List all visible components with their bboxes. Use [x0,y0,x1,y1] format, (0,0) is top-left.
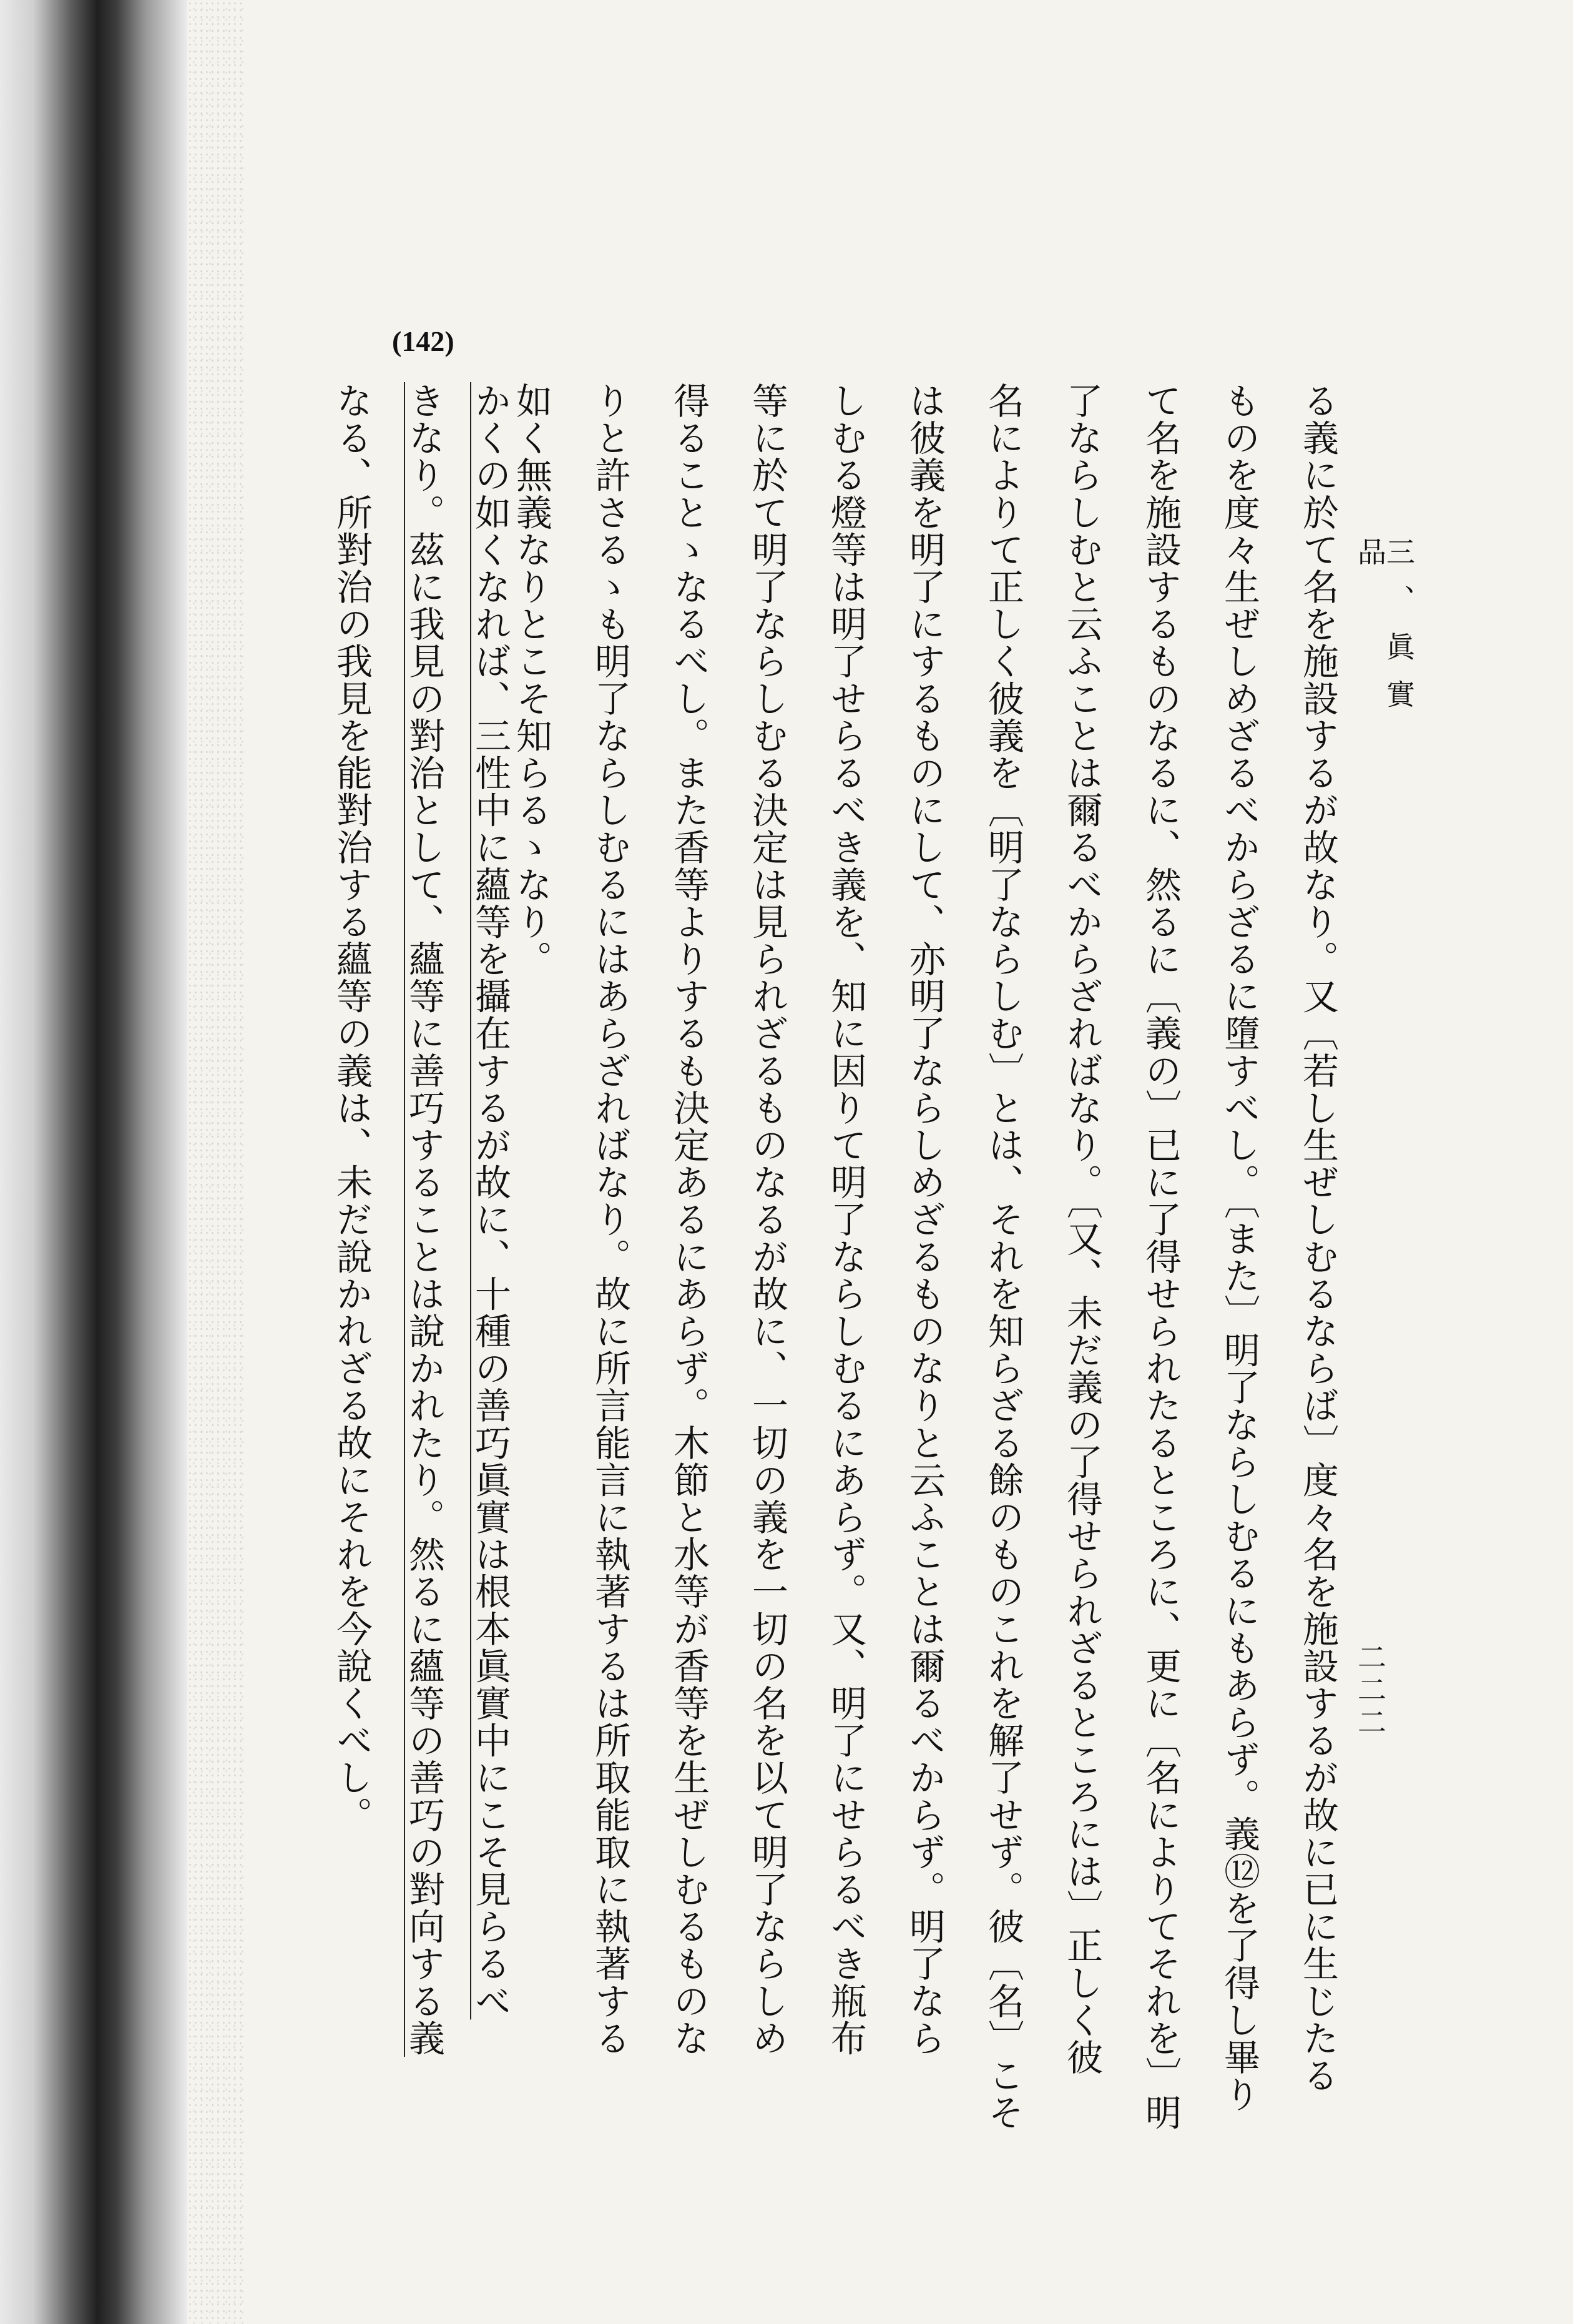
body-column: なる、所對治の我見を能對治する蘊等の義は、未だ說かれざる故にそれを今說くべし。 [330,382,373,1834]
body-column: 了ならしむと云ふことは爾るべからざればなり。〔又、未だ義の了得せられざるところには〕正しく彼 [1061,382,1103,2076]
body-column: る義に於て名を施設するが故なり。又〔若し生ぜしむるならば〕度々名を施設するが故に已に生じたる [1296,382,1339,2094]
scan-speckle [187,0,243,2324]
page-number-arabic: (142) [392,325,454,357]
chapter-title: 三、眞實品 [1353,537,1416,727]
body-column-underlined: きなり。茲に我見の對治として、蘊等に善巧することは說かれたり。然るに蘊等の善巧の對向する義 [403,382,445,2057]
body-column: しむる燈等は明了せらるべき義を、知に因りて明了ならしむるにあらず。又、明了にせらるべき瓶布 [825,382,867,2057]
body-column: 得ることゝなるべし。また香等よりするも決定あるにあらず。木節と水等が香等を生ぜしむるものな [667,382,710,2057]
body-column: 如く無義なりとこそ知らるゝなり。 [510,382,552,978]
body-column-underlined: かくの如くなれば、三性中に蘊等を攝在するが故に、十種の善巧眞實は根本眞實中にこそ見らるべ [469,382,511,2020]
body-column: は彼義を明了にするものにして、亦明了ならしめざるものなりと云ふことは爾るべからず。明了なら [903,382,946,2057]
body-column: りと許さるゝも明了ならしむるにはあらざればなり。故に所言能言に執著するは所取能取に執著する [589,382,631,2057]
body-column: 名によりて正しく彼義を〔明了ならしむ〕とは、それを知らざる餘のものこれを解了せず。彼〔名〕こそ [982,382,1024,2132]
book-binding-shadow [0,0,187,2324]
body-column: 等に於て明了ならしむる決定は見られざるものなるが故に、一切の義を一切の名を以て明了ならしめ [746,382,788,2057]
body-column: て名を施設するものなるに、然るに〔義の〕已に了得せられたるところに、更に〔名によりてそれを〕明 [1139,382,1182,2132]
page-number-kanji: 二二二 [1353,1642,1387,1740]
body-column: ものを度々生ぜしめざるべからざるに墮すべし。〔また〕明了ならしむるにもあらず。義⑫を了得し畢り [1218,382,1260,2114]
